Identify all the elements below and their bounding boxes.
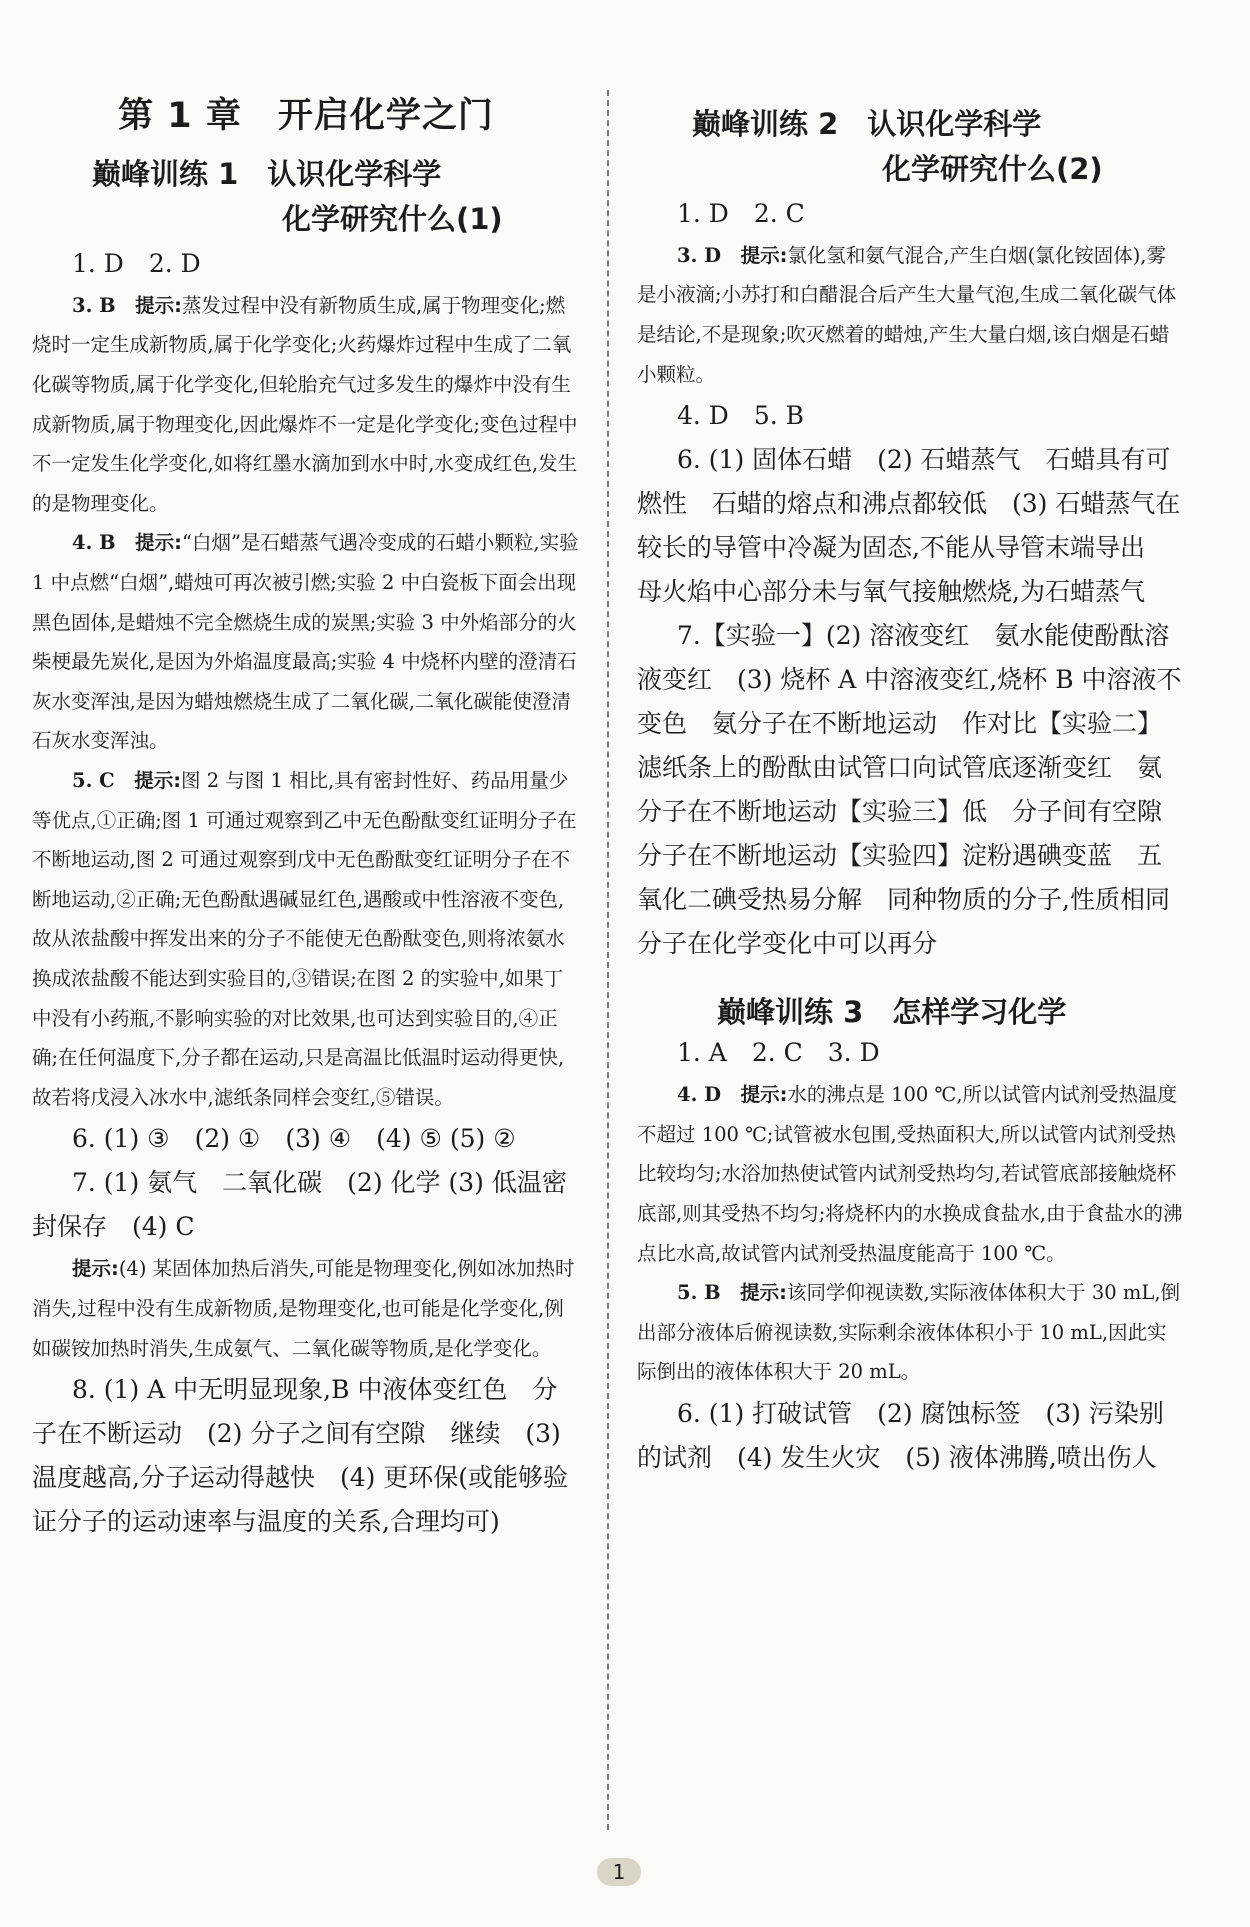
answer-6: 6. (1) ③ (2) ① (3) ④ (4) ⑤ (5) ② bbox=[72, 1124, 516, 1154]
left-column bbox=[32, 88, 580, 1544]
chapter-title: 第 1 章 开启化学之门 bbox=[118, 96, 494, 136]
answer-8: 8. (1) A 中无明显现象,B 中液体变红色 分子在不断运动 (2) 分子之间有空隙 继续 (3) 温度越高,分子运动得越快 (4) 更环保(或能够验证分子的运动速率与温度的关系,合理均可) bbox=[32, 1375, 569, 1537]
page-number: 1 bbox=[597, 1858, 641, 1886]
answer-7-tip: 提示:(4) 某固体加热后消失,可能是物理变化,例如冰加热时消失,过程中没有生成新物质,是物理变化,也可能是化学变化,例如碳铵加热时消失,生成氨气、二氧化碳等物质,是化学变化。 bbox=[32, 1257, 575, 1360]
answer-3-1-3: 1. A 2. C 3. D bbox=[677, 1038, 880, 1068]
answer-1-2: 1. D 2. D bbox=[72, 248, 201, 278]
answer-3-5: 5. B 提示:该同学仰视读数,实际液体体积大于 30 mL,倒出部分液体后俯视读数,实际剩余液体体积小于 10 mL,因此实际倒出的液体体积大于 20 mL。 bbox=[637, 1281, 1181, 1384]
answer-3-4: 4. D 提示:水的沸点是 100 ℃,所以试管内试剂受热温度不超过 100 ℃;试管被水包围,受热面积大,所以试管内试剂受热比较均匀;水浴加热使试管内试剂受热均匀,若试管底部接触烧杯底部,则其受热不均匀;将烧杯内的水换成食盐水,由于食盐水的沸点比水高,故试管内试剂受热温度能高于 100 ℃。 bbox=[637, 1083, 1183, 1265]
section-2-title bbox=[637, 102, 1185, 192]
answer-7: 7. (1) 氨气 二氧化碳 (2) 化学 (3) 低温密封保存 (4) C bbox=[32, 1168, 567, 1242]
answer-2-3: 3. D 提示:氯化氢和氨气混合,产生白烟(氯化铵固体),雾是小液滴;小苏打和白醋混合后产生大量气泡,生成二氧化碳气体是结论,不是现象;吹灭燃着的蜡烛,产生大量白烟,该白烟是石蜡小颗粒。 bbox=[637, 243, 1177, 386]
answer-5: 5. C 提示:图 2 与图 1 相比,具有密封性好、药品用量少等优点,①正确;图 1 可通过观察到乙中无色酚酞变红证明分子在不断地运动,图 2 可通过观察到戊中无色酚酞变红证明分子在不断地运动,②正确;无色酚酞遇碱显红色,遇酸或中性溶液不变色,故从浓盐酸中挥发出来的分子不能使无色酚酞变色,则将浓氨水换成浓盐酸不能达到实验目的,③错误;在图 2 的实验中,如果丁中没有小药瓶,不影响实验的对比效果,也可达到实验目的,④正确;在任何温度下,分子都在运动,只是高温比低温时运动得更快,故若将戊浸入冰水中,滤纸条同样会变红,⑤错误。 bbox=[32, 769, 577, 1109]
answer-3-6: 6. (1) 打破试管 (2) 腐蚀标签 (3) 污染别的试剂 (4) 发生火灾 (5) 液体沸腾,喷出伤人 bbox=[637, 1399, 1164, 1472]
answer-2-4-5: 4. D 5. B bbox=[677, 401, 805, 431]
section-2-title-line1: 巅峰训练 2 认识化学科学 bbox=[692, 107, 1042, 141]
section-1-title-line2: 化学研究什么(1) bbox=[282, 201, 503, 236]
answer-3: 3. B 提示:蒸发过程中没有新物质生成,属于物理变化;燃烧时一定生成新物质,属于化学变化;火药爆炸过程中生成了二氧化碳等物质,属于化学变化,但轮胎充气过多发生的爆炸中没有生成新物质,属于物理变化,因此爆炸不一定是化学变化;变色过程中不一定发生化学变化,如将红墨水滴加到水中时,水变成红色,发生的是物理变化。 bbox=[32, 293, 578, 515]
answer-4: 4. B 提示:“白烟”是石蜡蒸气遇冷变成的石蜡小颗粒,实验 1 中点燃“白烟”,蜡烛可再次被引燃;实验 2 中白瓷板下面会出现黑色固体,是蜡烛不完全燃烧生成的炭黑;实验 3 中外焰部分的火柴梗最先炭化,是因为外焰温度最高;实验 4 中烧杯内壁的澄清石灰水变浑浊,是因为蜡烛燃烧生成了二氧化碳,二氧化碳能使澄清石灰水变浑浊。 bbox=[32, 531, 579, 753]
right-column bbox=[637, 88, 1195, 1480]
section-1-title-line1: 巅峰训练 1 认识化学科学 bbox=[92, 157, 442, 191]
answer-2-6: 6. (1) 固体石蜡 (2) 石蜡蒸气 石蜡具有可燃性 石蜡的熔点和沸点都较低 (3) 石蜡蒸气在较长的导管中冷凝为固态,不能从导管末端导出 母火焰中心部分未与氧气接触燃烧,为石蜡蒸气 bbox=[637, 445, 1181, 607]
section-1-title bbox=[32, 152, 580, 242]
section-3-title: 巅峰训练 3 怎样学习化学 bbox=[717, 995, 1067, 1030]
answer-2-1-2: 1. D 2. C bbox=[677, 198, 805, 228]
section-2-title-line2: 化学研究什么(2) bbox=[882, 151, 1103, 186]
answer-2-7: 7.【实验一】(2) 溶液变红 氨水能使酚酞溶液变红 (3) 烧杯 A 中溶液变红,烧杯 B 中溶液不变色 氨分子在不断地运动 作对比【实验二】滤纸条上的酚酞由试管口向试管底逐渐变红 氨分子在不断地运动【实验三】低 分子间有空隙 分子在不断地运动【实验四】淀粉遇碘变蓝 五氧化二碘受热易分解 同种物质的分子,性质相同 分子在化学变化中可以再分 bbox=[637, 621, 1195, 959]
column-divider bbox=[607, 90, 609, 1830]
